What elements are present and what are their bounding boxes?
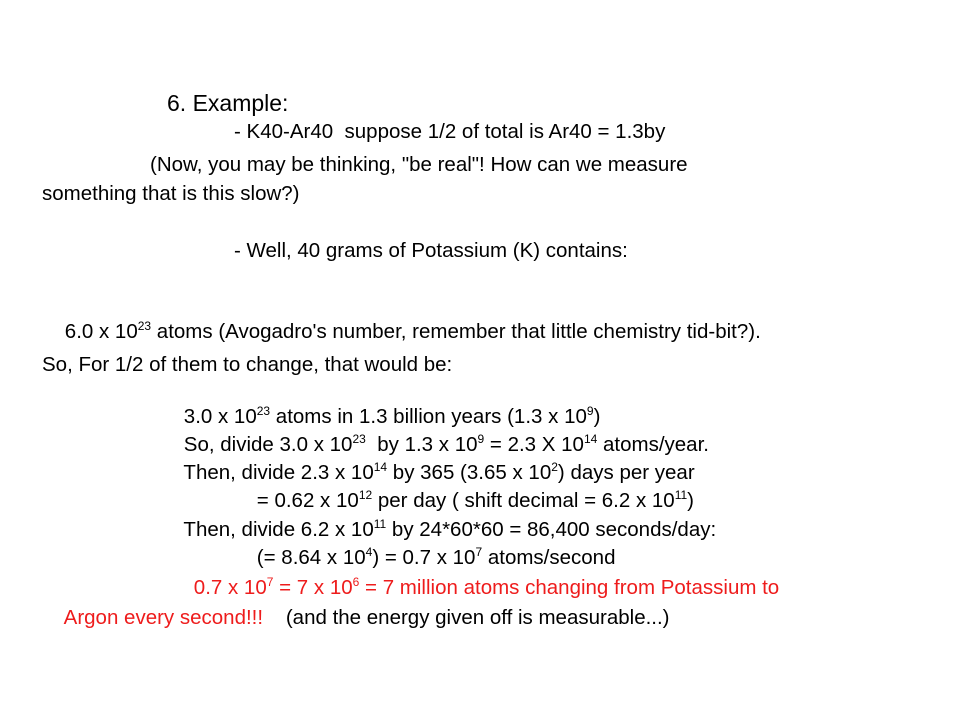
text: atoms in 1.3 billion years (1.3 x 10 — [270, 405, 587, 428]
exponent: 11 — [674, 488, 688, 503]
exponent: 23 — [137, 319, 152, 334]
exponent: 23 — [256, 404, 271, 419]
text: 0.7 x 10 — [193, 576, 267, 599]
text: So, divide 3.0 x 10 — [183, 433, 353, 456]
text: by 1.3 x 10 — [365, 433, 478, 456]
exponent: 9 — [586, 404, 594, 419]
text: per day ( shift decimal = 6.2 x 10 — [372, 489, 675, 512]
exponent: 6 — [352, 575, 360, 590]
text: ) = 0.7 x 10 — [372, 546, 476, 569]
exponent: 2 — [551, 460, 558, 475]
line-half-change: So, For 1/2 of them to change, that would be: — [42, 353, 453, 376]
exponent: 14 — [583, 432, 598, 447]
exponent: 4 — [365, 545, 373, 560]
line-argon-every-second — [42, 582, 670, 654]
exponent: 12 — [358, 488, 373, 503]
line-well-40-grams: - Well, 40 grams of Potassium (K) contains: — [234, 239, 628, 262]
slide-title: 6. Example: — [167, 90, 289, 116]
exponent: 7 — [475, 545, 483, 560]
exponent: 23 — [352, 432, 366, 447]
text: Then, divide 2.3 x 10 — [183, 461, 374, 484]
line-k40-ar40: - K40-Ar40 suppose 1/2 of total is Ar40 = 1.3by — [234, 120, 666, 143]
energy-note: (and the energy given off is measurable...) — [263, 606, 670, 629]
text: (= 8.64 x 10 — [256, 546, 366, 569]
line-something-slow: something that is this slow?) — [42, 182, 300, 205]
text: = 2.3 X 10 — [484, 433, 584, 456]
exponent: 9 — [477, 432, 485, 447]
exponent: 14 — [373, 460, 388, 475]
text: ) — [687, 489, 694, 512]
text: by 24*60*60 = 86,400 seconds/day: — [386, 518, 717, 541]
text: Then, divide 6.2 x 10 — [183, 518, 374, 541]
exponent: 7 — [266, 575, 274, 590]
text: atoms/year. — [597, 433, 709, 456]
text: ) — [593, 405, 601, 428]
text: 3.0 x 10 — [183, 405, 257, 428]
text: atoms/second — [482, 546, 616, 569]
exponent: 11 — [373, 517, 387, 532]
line-now-thinking: (Now, you may be thinking, "be real"! How can we measure — [150, 153, 688, 176]
text: ) days per year — [557, 461, 695, 484]
highlight-text: Argon every second!!! — [63, 606, 264, 629]
text: atoms (Avogadro's number, remember that little chemistry tid-bit?). — [151, 320, 761, 343]
text: = 7 million atoms changing from Potassium to — [359, 576, 780, 599]
text: 6.0 x 10 — [64, 320, 138, 343]
text: by 365 (3.65 x 10 — [387, 461, 552, 484]
text: = 0.62 x 10 — [256, 489, 359, 512]
text: = 7 x 10 — [273, 576, 353, 599]
